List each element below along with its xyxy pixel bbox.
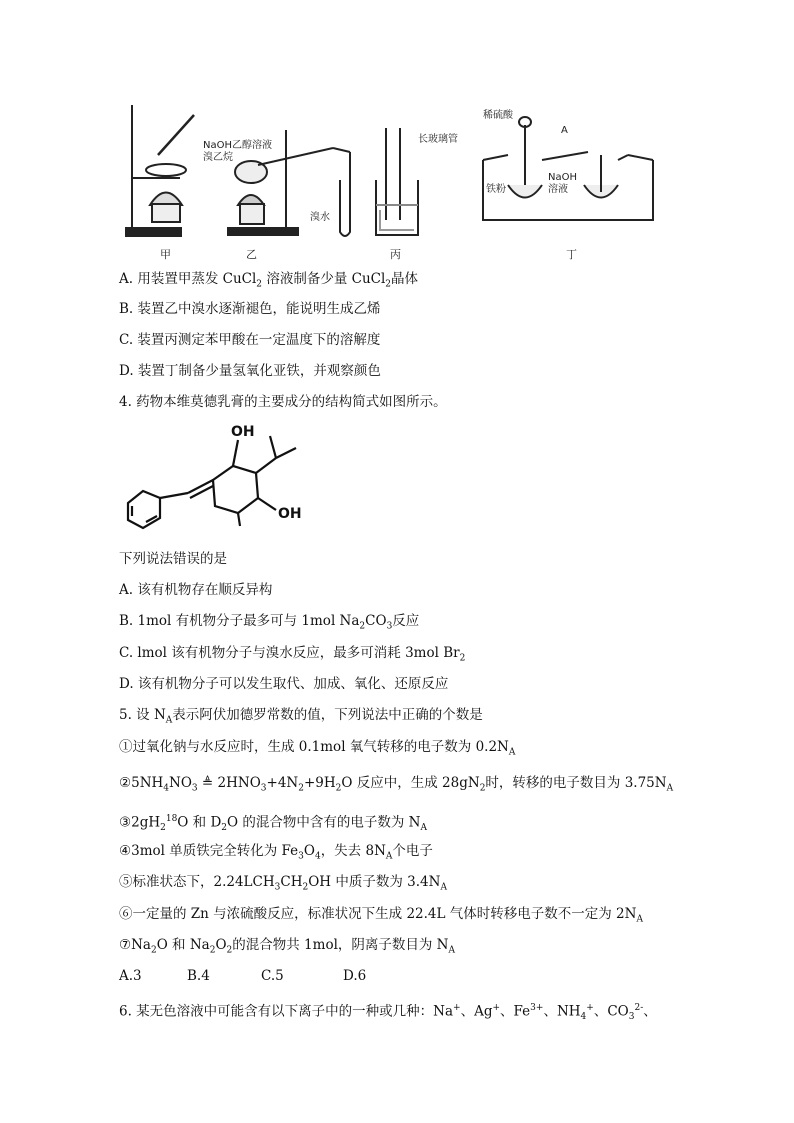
- annotation-iron-powder: 铁粉: [486, 184, 506, 195]
- q3-option-c: C. 装置丙测定苯甲酸在一定温度下的溶解度: [119, 332, 381, 348]
- q4-option-b: B. 1mol 有机物分子最多可与 1mol $Na_2CO_3$反应: [119, 613, 420, 632]
- q3-option-d: D. 装置丁制备少量氢氧化亚铁，并观察颜色: [119, 363, 381, 379]
- q4-stem: 4. 药物本维莫德乳膏的主要成分的结构简式如图所示。: [119, 394, 447, 410]
- label-jia: 甲: [160, 248, 171, 261]
- q6-stem: 6. 某无色溶液中可能含有以下离子中的一种或几种：Na+、Ag+、$Fe^{3+}$、$NH_4^+$、$CO_3^{2-}$、: [119, 1003, 657, 1023]
- q4-option-c: C. lmol 该有机物分子与溴水反应，最多可消耗 3mol $Br_2$: [119, 645, 466, 664]
- apparatus-drawing: [118, 100, 678, 265]
- q3-option-a: A. 用装置甲蒸发 CuCl$_2$ 溶液制备少量 CuCl$_2$晶体: [119, 271, 419, 290]
- annotation-naoh-solution2: 溶液: [548, 184, 568, 195]
- oh-top-label: OH: [231, 424, 255, 440]
- q5-item-2: $②5NH_4NO_3$ ≜ $2HNO_3+4N_2+9H_2O$ 反应中，生成 $28gN_2$时，转移的电子数目为 $3.75N_A$: [119, 775, 674, 794]
- apparatus-bing: [376, 128, 418, 235]
- annotation-naoh-ethanol: NaOH乙醇溶液: [203, 140, 272, 151]
- q5-stem: 5. 设 $N_A$表示阿伏加德罗常数的值，下列说法中正确的个数是: [119, 707, 483, 726]
- annotation-long-tube: 长玻璃管: [418, 134, 458, 145]
- q4-option-a: A. 该有机物存在顺反异构: [119, 582, 273, 598]
- label-bing: 丙: [390, 248, 401, 261]
- q5-item-3: $③2gH_2^{18}O$ 和 $D_2O$ 的混合物中含有的电子数为 $N_A$: [119, 814, 427, 834]
- apparatus-figure: [118, 100, 678, 265]
- q5-item-1: ①过氧化钠与水反应时，生成 0.1mol 氧气转移的电子数为 $0.2N_A$: [119, 739, 516, 758]
- molecule-structure: [118, 418, 318, 543]
- label-yi: 乙: [246, 248, 257, 261]
- annotation-dilute-sulfuric: 稀硫酸: [483, 110, 513, 121]
- choice-d: D.6: [343, 968, 367, 984]
- q5-item-5: ⑤标准状态下，$2.24LCH_3CH_2OH$ 中质子数为 $3.4N_A$: [119, 874, 447, 893]
- q5-item-6: ⑥一定量的 Zn 与浓硫酸反应，标准状况下生成 22.4L 气体时转移电子数不一定为 $2N_A$: [119, 906, 643, 925]
- apparatus-ding: [483, 117, 653, 220]
- annotation-naoh-solution: NaOH: [548, 172, 577, 183]
- oh-right-label: OH: [278, 506, 302, 522]
- choice-b: B.4: [187, 968, 210, 984]
- annotation-valve-a: A: [561, 125, 568, 136]
- q5-choices: [119, 967, 366, 985]
- q3-option-b: B. 装置乙中溴水逐渐褪色，能说明生成乙烯: [119, 301, 381, 317]
- annotation-bromine-water: 溴水: [310, 212, 330, 223]
- q4-option-d: D. 该有机物分子可以发生取代、加成、氧化、还原反应: [119, 676, 449, 692]
- q5-item-7: $⑦Na_2O$ 和 $Na_2O_2$的混合物共 1mol，阴离子数目为 $N_A$: [119, 937, 455, 956]
- q4-prompt: 下列说法错误的是: [119, 551, 227, 567]
- label-ding: 丁: [566, 248, 577, 261]
- q5-item-4: ④3mol 单质铁完全转化为 $Fe_3O_4$，失去 $8N_A$个电子: [119, 843, 433, 862]
- annotation-bromoethane: 溴乙烷: [203, 152, 233, 163]
- choice-a: A.3: [119, 968, 142, 984]
- apparatus-jia: [126, 105, 194, 236]
- choice-c: C.5: [261, 968, 284, 984]
